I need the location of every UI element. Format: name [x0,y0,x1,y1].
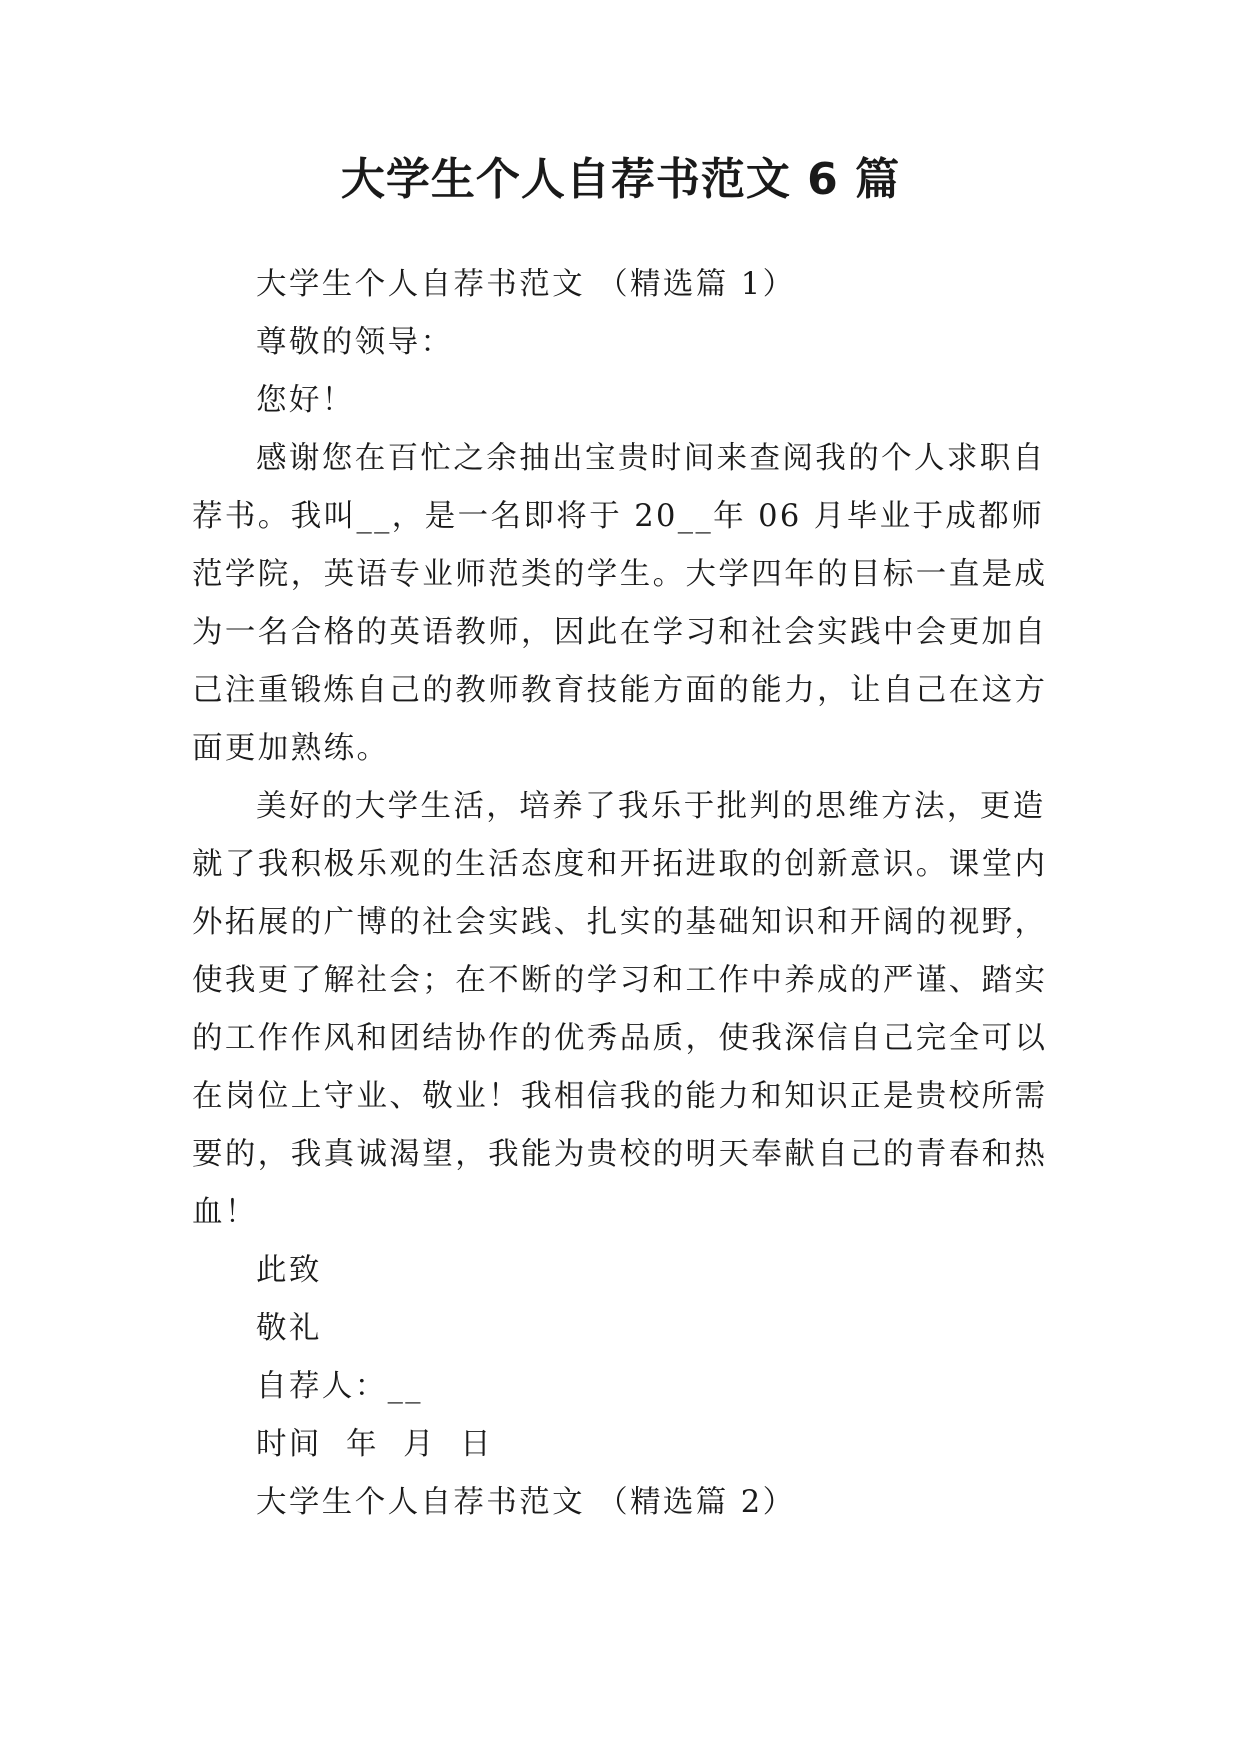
signer-line: 自荐人：__ [256,1369,423,1404]
date-line: 时间 年 月 日 [256,1427,494,1462]
body-paragraph-1: 感谢您在百忙之余抽出宝贵时间来查阅我的个人求职自荐书。我叫__，是一名即将于 20__年 06 月毕业于成都师范学院，英语专业师范类的学生。大学四年的目标一直是成为一名合格的英语教师，因此在学习和社会实践中会更加自己注重锻炼自己的教师教育技能方面的能力，让自己在这方面更加熟练。 [192,441,1048,766]
document-body [192,256,1052,1532]
salutation: 尊敬的领导： [256,325,454,360]
body-paragraph-2: 美好的大学生活，培养了我乐于批判的思维方法，更造就了我积极乐观的生活态度和开拓进取的创新意识。课堂内外拓展的广博的社会实践、扎实的基础知识和开阔的视野，使我更了解社会；在不断的学习和工作中养成的严谨、踏实的工作作风和团结协作的优秀品质，使我深信自己完全可以在岗位上守业、敬业！我相信我的能力和知识正是贵校所需要的，我真诚渴望，我能为贵校的明天奉献自己的青春和热血！ [192,789,1048,1230]
document-title: 大学生个人自荐书范文 6 篇 [340,154,901,205]
greeting: 您好！ [256,383,355,418]
closing-line-1: 此致 [256,1253,322,1288]
section-heading-2: 大学生个人自荐书范文 （精选篇 2） [256,1485,796,1520]
closing-line-2: 敬礼 [256,1311,322,1346]
section-heading-1: 大学生个人自荐书范文 （精选篇 1） [256,267,796,302]
